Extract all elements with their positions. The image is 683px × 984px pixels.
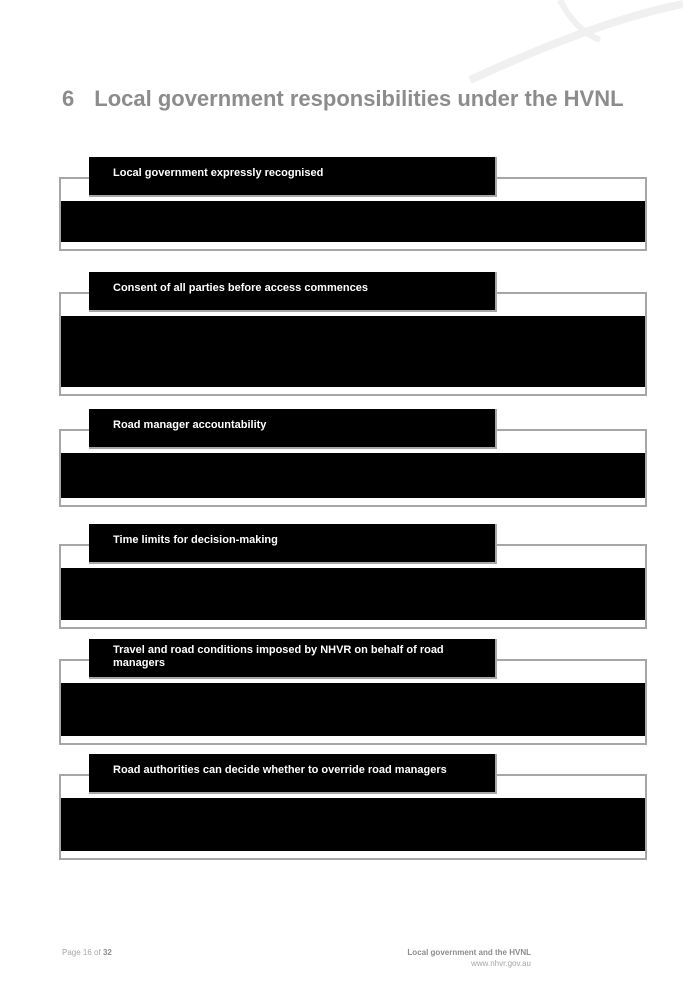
section-body-redacted [61, 453, 645, 498]
section-title: Local government responsibilities under the HVNL [94, 86, 624, 111]
section-title-tab: Road manager accountability [89, 409, 497, 449]
page-number [62, 948, 112, 957]
section-block-accountability [59, 409, 647, 507]
section-heading [62, 86, 624, 112]
section-title-tab: Consent of all parties before access commences [89, 272, 497, 312]
page-total: 32 [102, 948, 112, 957]
section-block-consent [59, 272, 647, 396]
section-block-road-authorities [59, 754, 647, 860]
footer-document-title: Local government and the HVNL [407, 948, 531, 957]
page-number-prefix: Page 16 of [62, 948, 101, 957]
section-title-tab: Road authorities can decide whether to override road managers [89, 754, 497, 794]
section-block-time-limits [59, 524, 647, 629]
section-body-redacted [61, 316, 645, 387]
section-number: 6 [62, 86, 75, 111]
section-title-tab: Local government expressly recognised [89, 157, 497, 197]
section-block-local-government [59, 157, 647, 251]
section-block-travel-conditions [59, 639, 647, 745]
section-body-redacted [61, 568, 645, 620]
footer-website-link[interactable]: www.nhvr.gov.au [471, 959, 531, 968]
section-body-redacted [61, 798, 645, 851]
section-title-tab: Travel and road conditions imposed by NHVR on behalf of road managers [89, 639, 497, 679]
footer-document-info [407, 947, 531, 969]
section-body-redacted [61, 683, 645, 736]
section-body-redacted [61, 201, 645, 242]
section-title-tab: Time limits for decision-making [89, 524, 497, 564]
